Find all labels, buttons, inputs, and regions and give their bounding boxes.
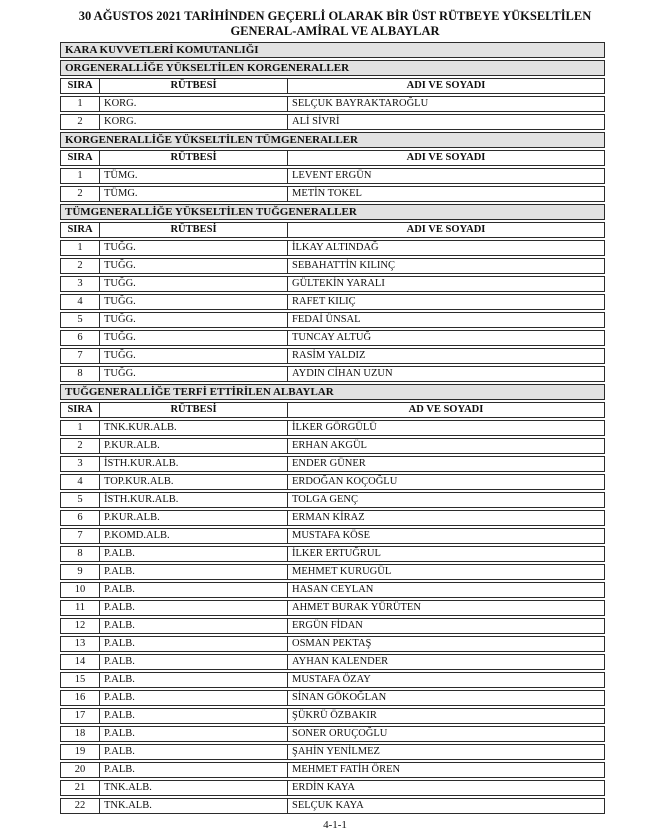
- cell-rutbe: P.ALB.: [100, 763, 288, 777]
- cell-sira: 19: [61, 745, 100, 759]
- cell-sira: 2: [61, 187, 100, 201]
- section-rows: [60, 420, 605, 814]
- table-row: [60, 438, 605, 454]
- table-row: [60, 510, 605, 526]
- cell-rutbe: P.KOMD.ALB.: [100, 529, 288, 543]
- table-row: [60, 762, 605, 778]
- title-line-2: GENERAL-AMİRAL VE ALBAYLAR: [230, 24, 440, 38]
- page-number: 4-1-1: [323, 819, 347, 831]
- cell-adsoyad: ERGÜN FİDAN: [292, 620, 363, 631]
- cell-sira: 2: [61, 115, 100, 129]
- cell-sira: 3: [61, 277, 100, 291]
- table-row: [60, 618, 605, 634]
- cell-sira: 1: [61, 97, 100, 111]
- cell-adsoyad: ERDOĞAN KOÇOĞLU: [292, 476, 398, 487]
- cell-rutbe: P.ALB.: [100, 691, 288, 705]
- table-row: [60, 276, 605, 292]
- column-header-sira: SIRA: [61, 79, 100, 93]
- cell-adsoyad: AYDIN CİHAN UZUN: [292, 368, 393, 379]
- column-header-row: [60, 150, 605, 166]
- column-header-sira: SIRA: [61, 223, 100, 237]
- cell-sira: 18: [61, 727, 100, 741]
- cell-sira: 11: [61, 601, 100, 615]
- cell-adsoyad: SEBAHATTİN KILINÇ: [292, 260, 395, 271]
- cell-rutbe: P.ALB.: [100, 583, 288, 597]
- cell-sira: 17: [61, 709, 100, 723]
- table-row: [60, 456, 605, 472]
- table-section: [60, 204, 605, 382]
- command-header: KARA KUVVETLERİ KOMUTANLIĞI: [60, 42, 605, 58]
- column-header-rutbesi: RÜTBESİ: [100, 223, 288, 237]
- cell-sira: 5: [61, 493, 100, 507]
- table-section: [60, 60, 605, 130]
- cell-sira: 7: [61, 349, 100, 363]
- column-header-row: [60, 78, 605, 94]
- column-header-row: [60, 402, 605, 418]
- cell-adsoyad: ALİ SİVRİ: [292, 116, 340, 127]
- table-row: [60, 672, 605, 688]
- cell-rutbe: TNK.ALB.: [100, 781, 288, 795]
- table-row: [60, 114, 605, 130]
- cell-sira: 1: [61, 169, 100, 183]
- cell-adsoyad: MEHMET FATİH ÖREN: [292, 764, 401, 775]
- cell-adsoyad: MUSTAFA ÖZAY: [292, 674, 371, 685]
- section-rows: [60, 240, 605, 382]
- column-header-sira: SIRA: [61, 403, 100, 417]
- cell-rutbe: P.ALB.: [100, 673, 288, 687]
- column-header-adsoyad: AD VE SOYADI: [408, 404, 484, 415]
- cell-rutbe: TÜMG.: [100, 169, 288, 183]
- table-row: [60, 564, 605, 580]
- column-header-adsoyad: ADI VE SOYADI: [406, 80, 486, 91]
- cell-rutbe: TNK.ALB.: [100, 799, 288, 813]
- cell-adsoyad: ENDER GÜNER: [292, 458, 366, 469]
- section-rows: [60, 96, 605, 130]
- title-line-1: 30 AĞUSTOS 2021 TARİHİNDEN GEÇERLİ OLARAK BİR ÜST RÜTBEYE YÜKSELTİLEN: [78, 9, 592, 23]
- cell-rutbe: TUĞG.: [100, 331, 288, 345]
- cell-sira: 12: [61, 619, 100, 633]
- cell-sira: 2: [61, 259, 100, 273]
- cell-sira: 2: [61, 439, 100, 453]
- cell-adsoyad: LEVENT ERGÜN: [292, 170, 372, 181]
- table-row: [60, 528, 605, 544]
- cell-adsoyad: MUSTAFA KÖSE: [292, 530, 371, 541]
- column-header-rutbesi: RÜTBESİ: [100, 403, 288, 417]
- cell-rutbe: TUĞG.: [100, 259, 288, 273]
- table-row: [60, 780, 605, 796]
- cell-rutbe: P.ALB.: [100, 655, 288, 669]
- cell-rutbe: İSTH.KUR.ALB.: [100, 493, 288, 507]
- cell-sira: 4: [61, 295, 100, 309]
- column-header-row: [60, 222, 605, 238]
- table-section: [60, 384, 605, 814]
- table-row: [60, 366, 605, 382]
- cell-rutbe: P.ALB.: [100, 601, 288, 615]
- table-row: [60, 546, 605, 562]
- cell-sira: 6: [61, 331, 100, 345]
- cell-sira: 10: [61, 583, 100, 597]
- cell-adsoyad: ERMAN KİRAZ: [292, 512, 365, 523]
- table-row: [60, 708, 605, 724]
- column-header-rutbesi: RÜTBESİ: [100, 151, 288, 165]
- cell-sira: 16: [61, 691, 100, 705]
- cell-adsoyad: İLKAY ALTINDAĞ: [292, 242, 379, 253]
- table-row: [60, 96, 605, 112]
- cell-rutbe: TÜMG.: [100, 187, 288, 201]
- section-heading: KORGENERALLİĞE YÜKSELTİLEN TÜMGENERALLER: [60, 132, 605, 148]
- cell-sira: 1: [61, 421, 100, 435]
- table-row: [60, 474, 605, 490]
- promotion-table: [60, 42, 605, 816]
- cell-rutbe: KORG.: [100, 115, 288, 129]
- table-row: [60, 294, 605, 310]
- section-heading: ORGENERALLİĞE YÜKSELTİLEN KORGENERALLER: [60, 60, 605, 76]
- cell-rutbe: KORG.: [100, 97, 288, 111]
- table-row: [60, 186, 605, 202]
- section-heading: TUĞGENERALLİĞE TERFİ ETTİRİLEN ALBAYLAR: [60, 384, 605, 400]
- cell-adsoyad: ŞAHİN YENİLMEZ: [292, 746, 380, 757]
- section-rows: [60, 168, 605, 202]
- cell-rutbe: TUĞG.: [100, 295, 288, 309]
- cell-adsoyad: AYHAN KALENDER: [292, 656, 389, 667]
- cell-sira: 8: [61, 547, 100, 561]
- cell-sira: 5: [61, 313, 100, 327]
- table-row: [60, 654, 605, 670]
- table-row: [60, 312, 605, 328]
- column-header-adsoyad: ADI VE SOYADI: [406, 224, 486, 235]
- table-row: [60, 348, 605, 364]
- cell-sira: 21: [61, 781, 100, 795]
- table-row: [60, 168, 605, 184]
- cell-rutbe: TUĞG.: [100, 241, 288, 255]
- cell-adsoyad: OSMAN PEKTAŞ: [292, 638, 372, 649]
- cell-adsoyad: TOLGA GENÇ: [292, 494, 359, 505]
- cell-adsoyad: RAFET KILIÇ: [292, 296, 356, 307]
- table-row: [60, 492, 605, 508]
- table-row: [60, 726, 605, 742]
- cell-adsoyad: İLKER ERTUĞRUL: [292, 548, 381, 559]
- cell-rutbe: P.ALB.: [100, 619, 288, 633]
- cell-rutbe: TOP.KUR.ALB.: [100, 475, 288, 489]
- cell-adsoyad: AHMET BURAK YÜRÜTEN: [292, 602, 421, 613]
- table-row: [60, 240, 605, 256]
- cell-adsoyad: SİNAN GÖKOĞLAN: [292, 692, 387, 703]
- cell-rutbe: TNK.KUR.ALB.: [100, 421, 288, 435]
- cell-rutbe: TUĞG.: [100, 367, 288, 381]
- cell-adsoyad: FEDAİ ÜNSAL: [292, 314, 361, 325]
- cell-rutbe: P.ALB.: [100, 637, 288, 651]
- sections-container: [60, 60, 605, 814]
- table-row: [60, 330, 605, 346]
- cell-adsoyad: SELÇUK KAYA: [292, 800, 364, 811]
- column-header-sira: SIRA: [61, 151, 100, 165]
- table-row: [60, 582, 605, 598]
- cell-adsoyad: ERHAN AKGÜL: [292, 440, 367, 451]
- table-row: [60, 798, 605, 814]
- table-row: [60, 744, 605, 760]
- cell-adsoyad: MEHMET KURUGÜL: [292, 566, 392, 577]
- cell-sira: 7: [61, 529, 100, 543]
- cell-adsoyad: İLKER GÖRGÜLÜ: [292, 422, 377, 433]
- cell-rutbe: TUĞG.: [100, 277, 288, 291]
- cell-rutbe: P.ALB.: [100, 709, 288, 723]
- cell-adsoyad: GÜLTEKİN YARALI: [292, 278, 385, 289]
- column-header-adsoyad: ADI VE SOYADI: [406, 152, 486, 163]
- cell-rutbe: P.ALB.: [100, 565, 288, 579]
- document-title: [0, 0, 670, 39]
- cell-sira: 4: [61, 475, 100, 489]
- cell-adsoyad: RASİM YALDIZ: [292, 350, 366, 361]
- table-row: [60, 636, 605, 652]
- cell-adsoyad: ŞÜKRÜ ÖZBAKIR: [292, 710, 377, 721]
- cell-adsoyad: TUNCAY ALTUĞ: [292, 332, 372, 343]
- cell-sira: 9: [61, 565, 100, 579]
- section-heading: TÜMGENERALLİĞE YÜKSELTİLEN TUĞGENERALLER: [60, 204, 605, 220]
- table-row: [60, 690, 605, 706]
- cell-adsoyad: METİN TOKEL: [292, 188, 362, 199]
- cell-sira: 15: [61, 673, 100, 687]
- cell-rutbe: TUĞG.: [100, 313, 288, 327]
- cell-rutbe: P.ALB.: [100, 547, 288, 561]
- cell-sira: 14: [61, 655, 100, 669]
- cell-sira: 6: [61, 511, 100, 525]
- cell-adsoyad: SONER ORUÇOĞLU: [292, 728, 388, 739]
- cell-rutbe: İSTH.KUR.ALB.: [100, 457, 288, 471]
- cell-adsoyad: SELÇUK BAYRAKTAROĞLU: [292, 98, 429, 109]
- cell-sira: 20: [61, 763, 100, 777]
- cell-sira: 22: [61, 799, 100, 813]
- cell-adsoyad: HASAN CEYLAN: [292, 584, 374, 595]
- table-row: [60, 600, 605, 616]
- cell-sira: 13: [61, 637, 100, 651]
- cell-adsoyad: ERDİN KAYA: [292, 782, 355, 793]
- table-section: [60, 132, 605, 202]
- table-row: [60, 420, 605, 436]
- cell-rutbe: P.ALB.: [100, 727, 288, 741]
- cell-rutbe: TUĞG.: [100, 349, 288, 363]
- table-row: [60, 258, 605, 274]
- cell-sira: 1: [61, 241, 100, 255]
- column-header-rutbesi: RÜTBESİ: [100, 79, 288, 93]
- cell-sira: 3: [61, 457, 100, 471]
- cell-sira: 8: [61, 367, 100, 381]
- cell-rutbe: P.KUR.ALB.: [100, 439, 288, 453]
- cell-rutbe: P.KUR.ALB.: [100, 511, 288, 525]
- cell-rutbe: P.ALB.: [100, 745, 288, 759]
